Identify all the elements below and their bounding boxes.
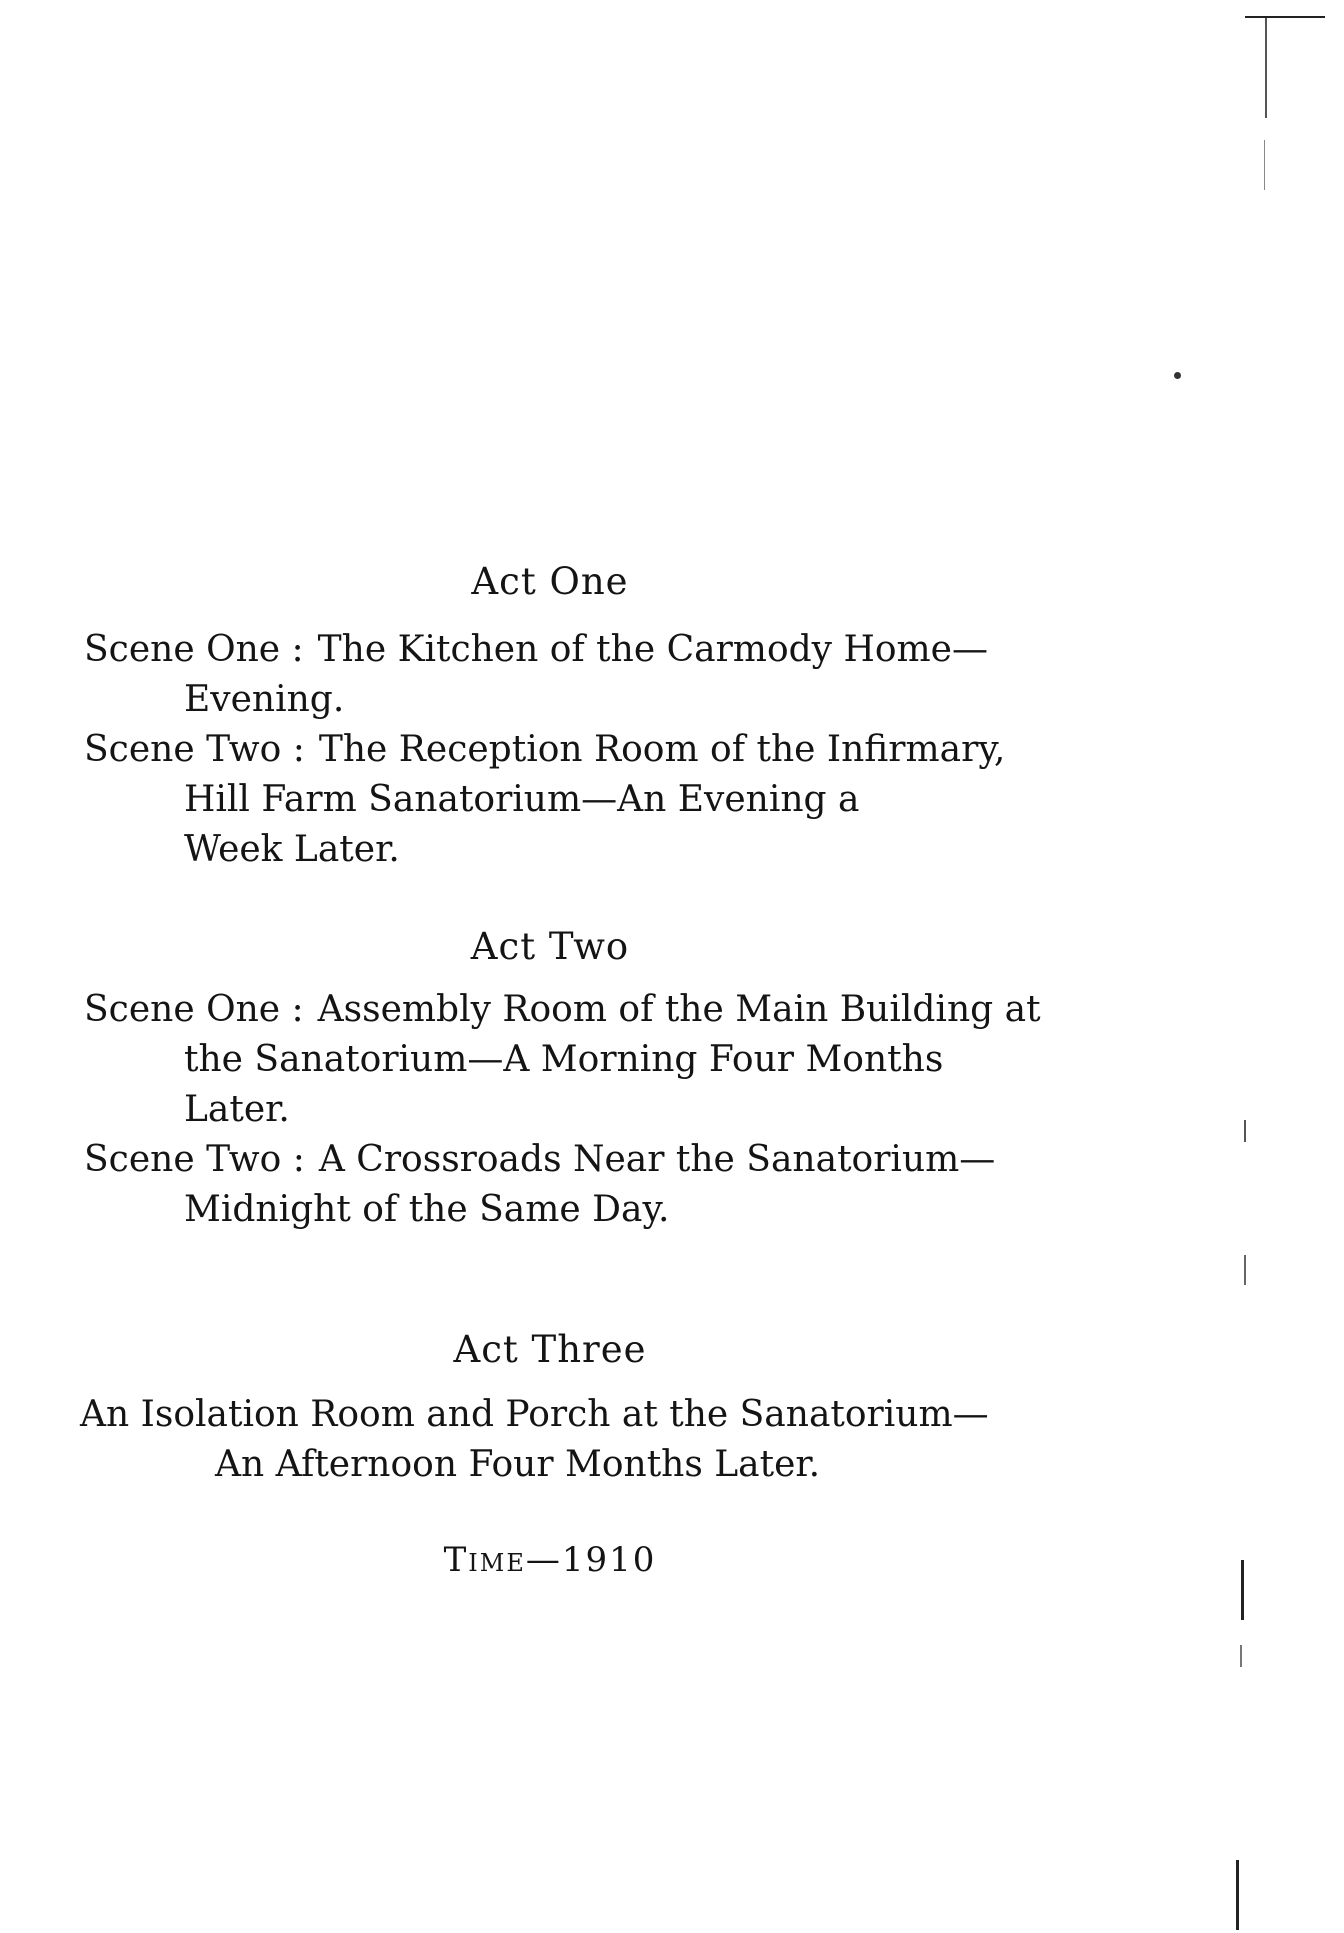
act-one-scene-two [84, 725, 1034, 875]
scene-description-continued: Midnight of the Same Day. [184, 1189, 670, 1230]
scene-label: Scene Two : [84, 729, 305, 770]
scene-description-continued: Hill Farm Sanatorium—An Evening a Week Later. [184, 779, 860, 870]
margin-rule-mark [1244, 1255, 1246, 1285]
scene-description: The Reception Room of the Infirmary, [318, 729, 1006, 770]
margin-rule-mark [1245, 16, 1325, 18]
margin-rule-mark [1265, 18, 1267, 118]
scene-description-continued: Evening. [184, 679, 345, 720]
act-two-scene-two [84, 1135, 1034, 1235]
act-three-setting [80, 1390, 1030, 1490]
scene-label: Scene Two : [84, 1139, 305, 1180]
scene-description: Assembly Room of the Main Building at [317, 989, 1041, 1030]
margin-rule-mark [1241, 1560, 1244, 1620]
act-three-heading: Act Three [453, 1328, 647, 1371]
margin-rule-mark [1240, 1645, 1242, 1667]
scene-description-continued: the Sanatorium—A Morning Four Months Later. [184, 1039, 944, 1130]
scene-label: Scene One : [84, 629, 304, 670]
scene-description-continued: An Afternoon Four Months Later. [215, 1444, 821, 1485]
margin-rule-mark [1244, 1120, 1246, 1142]
act-one-heading: Act One [471, 560, 629, 603]
scene-description: The Kitchen of the Carmody Home— [317, 629, 988, 670]
margin-rule-mark [1264, 140, 1265, 190]
scene-label: Scene One : [84, 989, 304, 1030]
act-two-scene-one [84, 985, 1041, 1135]
act-one-scene-one [84, 625, 1034, 725]
scene-description: An Isolation Room and Porch at the Sanatorium— [80, 1394, 989, 1435]
margin-rule-mark [1236, 1860, 1239, 1930]
ink-speck [1174, 372, 1181, 379]
time-line: Time—1910 [443, 1540, 657, 1580]
scene-description: A Crossroads Near the Sanatorium— [318, 1139, 996, 1180]
act-two-heading: Act Two [470, 925, 630, 968]
